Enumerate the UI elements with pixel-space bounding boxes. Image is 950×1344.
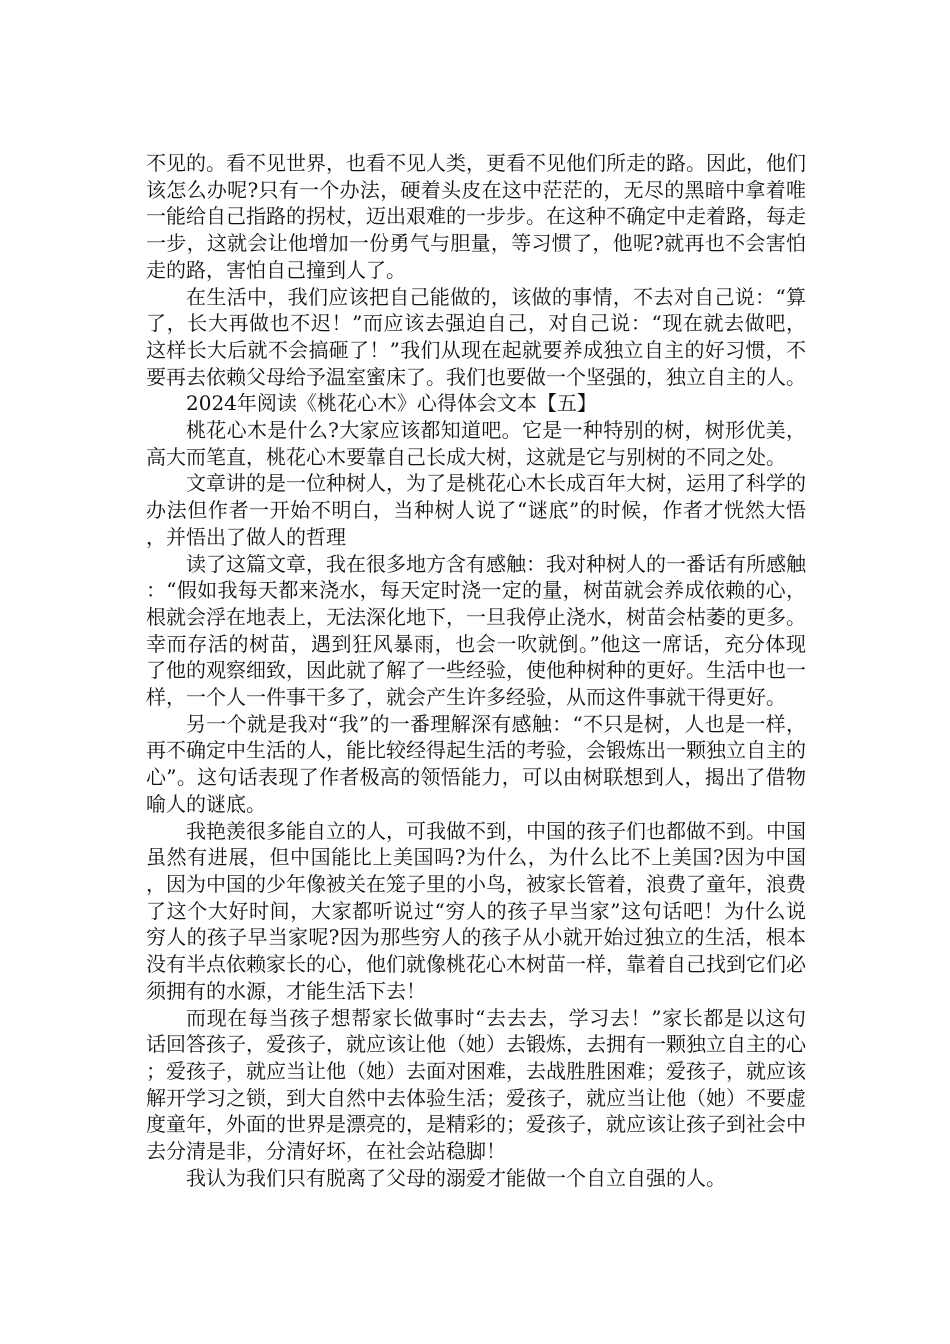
paragraph: 文章讲的是一位种树人，为了是桃花心木长成百年大树，运用了科学的办法但作者一开始不明白，当种树人说了“谜底”的时候，作者才恍然大悟，并悟出了做人的哲理 <box>146 471 806 549</box>
document-page <box>146 150 806 1191</box>
paragraph: 而现在每当孩子想帮家长做事时“去去去，学习去！”家长都是以这句话回答孩子，爱孩子，就应该让他（她）去锻炼，去拥有一颗独立自主的心；爱孩子，就应当让他（她）去面对困难，去战胜胜困难；爱孩子，就应该解开学习之锁，到大自然中去体验生活；爱孩子，就应当让他（她）不要虚度童年，外面的世界是漂亮的，是精彩的；爱孩子，就应该让孩子到社会中去分清是非，分清好坏，在社会站稳脚！ <box>146 1005 806 1164</box>
section-heading: 2024年阅读《桃花心木》心得体会文本【五】 <box>186 391 597 416</box>
paragraph: 读了这篇文章，我在很多地方含有感触：我对种树人的一番话有所感触：“假如我每天都来浇水，每天定时浇一定的量，树苗就会养成依赖的心，根就会浮在地表上，无法深化地下，一旦我停止浇水，树苗会枯萎的更多。幸而存活的树苗，遇到狂风暴雨，也会一吹就倒。”他这一席话，充分体现了他的观察细致，因此就了解了一些经验，使他种树种的更好。生活中也一样，一个人一件事干多了，就会产生许多经验，从而这件事就干得更好。 <box>146 551 806 710</box>
paragraph: 另一个就是我对“我”的一番理解深有感触：“不只是树，人也是一样，再不确定中生活的人，能比较经得起生活的考验，会锻炼出一颗独立自主的心”。这句话表现了作者极高的领悟能力，可以由树联想到人，揭出了借物喻人的谜底。 <box>146 711 806 816</box>
paragraph: 我艳羡很多能自立的人，可我做不到，中国的孩子们也都做不到。中国虽然有进展，但中国能比上美国吗?为什么，为什么比不上美国?因为中国，因为中国的少年像被关在笼子里的小鸟，被家长管着，浪费了童年，浪费了这个大好时间，大家都听说过“穷人的孩子早当家”这句话吧！为什么说穷人的孩子早当家呢?因为那些穷人的孩子从小就开始过独立的生活，根本没有半点依赖家长的心，他们就像桃花心木树苗一样，靠着自己找到它们必须拥有的水源，才能生活下去！ <box>146 818 806 1003</box>
paragraph: 我认为我们只有脱离了父母的溺爱才能做一个自立自强的人。 <box>186 1165 726 1190</box>
paragraph-continuation: 不见的。看不见世界，也看不见人类，更看不见他们所走的路。因此，他们该怎么办呢?只有一个办法，硬着头皮在这中茫茫的，无尽的黑暗中拿着唯一能给自己指路的拐杖，迈出艰难的一步步。在这种不确定中走着路，每走一步，这就会让他增加一份勇气与胆量，等习惯了，他呢?就再也不会害怕走的路，害怕自己撞到人了。 <box>146 151 806 282</box>
paragraph: 在生活中，我们应该把自己能做的，该做的事情，不去对自己说：“算了，长大再做也不迟！”而应该去强迫自己，对自己说：“现在就去做吧，这样长大后就不会搞砸了！”我们从现在起就要养成独立自主的好习惯，不要再去依赖父母给予温室蜜床了。我们也要做一个坚强的，独立自主的人。 <box>146 284 806 389</box>
paragraph: 桃花心木是什么?大家应该都知道吧。它是一种特别的树，树形优美，高大而笔直，桃花心木要靠自己长成大树，这就是它与别树的不同之处。 <box>146 418 806 469</box>
